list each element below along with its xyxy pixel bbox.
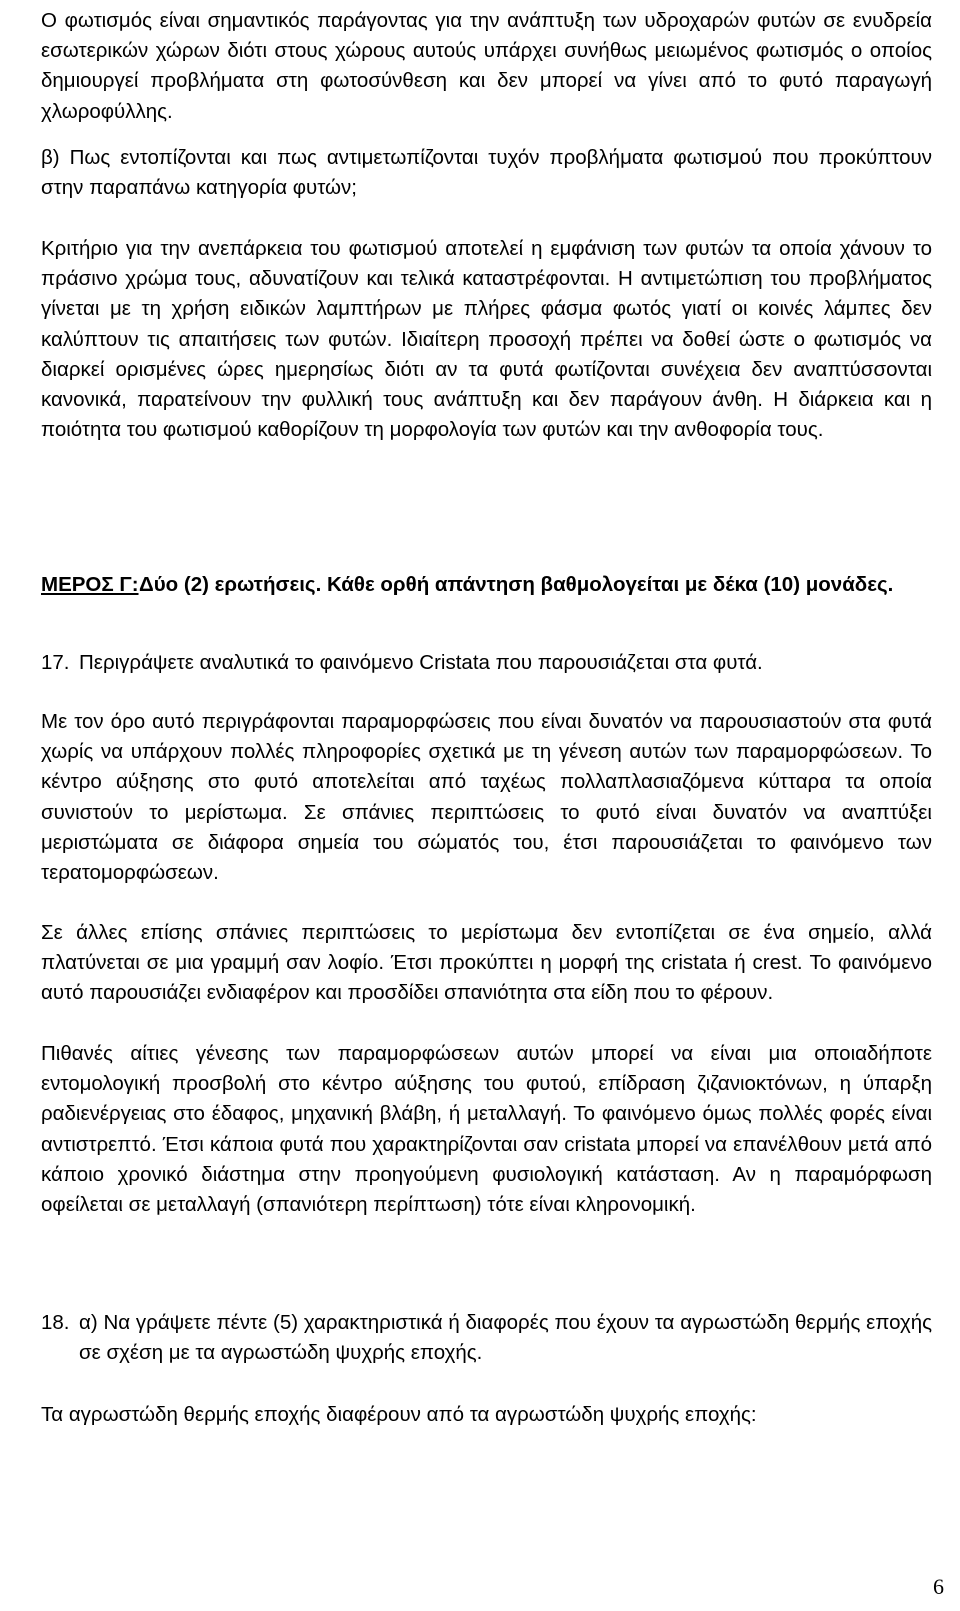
- answer-17-paragraph-2: Σε άλλες επίσης σπάνιες περιπτώσεις το μερίστωμα δεν εντοπίζεται σε ένα σημείο, αλλά πλατύνεται σε μια γραμμή σαν λοφίο. Έτσι προκύπτει η μορφή της cristata ή crest. Το φαινόμενο αυτό παρουσιάζει ενδιαφέρον και προσδίδει σπανιότητα στα είδη που το φέρουν.: [41, 921, 932, 1005]
- answer-18: Τα αγρωστώδη θερμής εποχής διαφέρουν από τα αγρωστώδη ψυχρής εποχής:: [41, 1403, 757, 1426]
- answer-17-paragraph-1: Με τον όρο αυτό περιγράφονται παραμορφώσεις που είναι δυνατόν να παρουσιαστούν στα φυτά χωρίς να υπάρχουν πολλές πληροφορίες σχετικά με τη γένεση αυτών των παραμορφώσεων. Το κέντρο αύξησης στο φυτό αποτελείται από ταχέως πολλαπλασιαζόμενα κύτταρα τα οποία συνιστούν το μερίστωμα. Σε σπάνιες περιπτώσεις το φυτό είναι δυνατόν να αναπτύξει μεριστώματα σε διάφορα σημεία του σώματός του, έτσι παρουσιάζεται το φαινόμενο των τερατομορφώσεων.: [41, 710, 932, 885]
- question-17: [41, 648, 932, 679]
- question-17-number: 17.: [41, 651, 70, 674]
- intro-paragraph: Ο φωτισμός είναι σημαντικός παράγοντας για την ανάπτυξη των υδροχαρών φυτών σε ενυδρεία εσωτερικών χώρων διότι στους χώρους αυτούς υπάρχει συνήθως μειωμένος φωτισμός ο οποίος δημιουργεί προβλήματα στη φωτοσύνθεση και δεν μπορεί να γίνει από το φυτό παραγωγή χλωροφύλλης.: [41, 9, 932, 123]
- page-number: 6: [933, 1574, 944, 1599]
- part-c-label: ΜΕΡΟΣ Γ:: [41, 573, 139, 596]
- question-18-text: α) Να γράψετε πέντε (5) χαρακτηριστικά ή διαφορές που έχουν τα αγρωστώδη θερμής εποχής σε σχέση με τα αγρωστώδη ψυχρής εποχής.: [79, 1311, 932, 1365]
- answer-17-paragraph-3: Πιθανές αίτιες γένεσης των παραμορφώσεων αυτών μπορεί να είναι μια οποιαδήποτε εντομολογική προσβολή στο κέντρο αύξησης του φυτού, επίδραση ζιζανιοκτόνων, η ύπαρξη ραδιενέργειας στο έδαφος, μηχανική βλάβη, ή μεταλλαγή. Το φαινόμενο όμως πολλές φορές είναι αντιστρεπτό. Έτσι κάποια φυτά που χαρακτηρίζονται σαν cristata μπορεί να επανέλθουν μετά από κάποιο χρονικό διάστημα στην προηγούμενη φυσιολογική κατάσταση. Αν η παραμόρφωση οφείλεται σε μεταλλαγή (σπανιότερη περίπτωση) τότε είναι κληρονομική.: [41, 1042, 932, 1217]
- part-c-instructions: Δύο (2) ερωτήσεις. Κάθε ορθή απάντηση βαθμολογείται με δέκα (10) μονάδες.: [139, 573, 894, 596]
- answer-b: Κριτήριο για την ανεπάρκεια του φωτισμού αποτελεί η εμφάνιση των φυτών τα οποία χάνουν το πράσινο χρώμα τους, αδυνατίζουν και τελικά καταστρέφονται. Η αντιμετώπιση του προβλήματος γίνεται με τη χρήση ειδικών λαμπτήρων με πλήρες φάσμα φωτός γιατί οι κοινές λάμπες δεν καλύπτουν τις απαιτήσεις των φυτών. Ιδιαίτερη προσοχή πρέπει να δοθεί ώστε ο φωτισμός να διαρκεί ορισμένες ώρες ημερησίως διότι αν τα φυτά φωτίζονται συνέχεια δεν αναπτύσσονται κανονικά, παρατείνουν την φυλλική τους ανάπτυξη και δεν παράγουν άνθη. Η διάρκεια και η ποιότητα του φωτισμού καθορίζουν τη μορφολογία των φυτών και την ανθοφορία τους.: [41, 237, 932, 442]
- question-18-number: 18.: [41, 1311, 70, 1334]
- question-18: [41, 1308, 932, 1370]
- question-17-text: Περιγράψετε αναλυτικά το φαινόμενο Cristata που παρουσιάζεται στα φυτά.: [79, 651, 763, 674]
- question-b: β) Πως εντοπίζονται και πως αντιμετωπίζονται τυχόν προβλήματα φωτισμού που προκύπτουν στην παραπάνω κατηγορία φυτών;: [41, 146, 932, 200]
